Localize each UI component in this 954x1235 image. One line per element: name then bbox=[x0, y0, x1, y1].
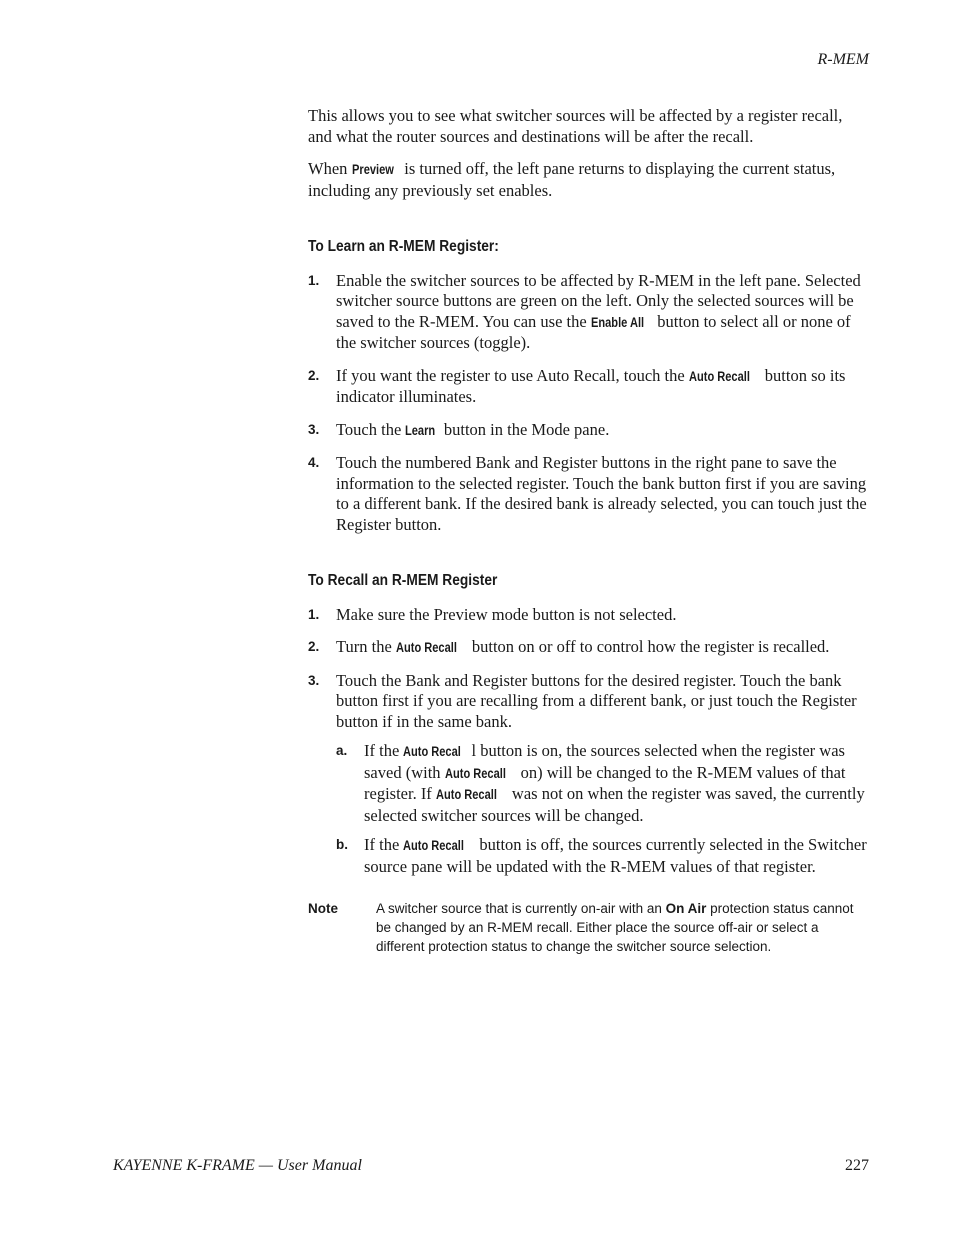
text: button so its indicator illuminates. bbox=[336, 365, 846, 406]
step-number: 2. bbox=[308, 639, 320, 654]
step-number: 3. bbox=[308, 421, 320, 437]
learn-step-3 bbox=[308, 420, 870, 442]
note-block bbox=[308, 899, 870, 956]
recall-substep-a bbox=[308, 741, 870, 826]
recall-heading: To Recall an R-MEM Register bbox=[308, 572, 498, 589]
page-number: 227 bbox=[845, 1157, 869, 1174]
running-header: R-MEM bbox=[817, 51, 869, 68]
step-number: 1. bbox=[308, 272, 320, 288]
text: Touch the Bank and Register buttons for the desired register. Touch the bank button first if you are recalling from a different bank, or just touch the Register button if in the same bank. bbox=[336, 670, 857, 731]
ui-term-preview: Preview bbox=[351, 162, 394, 177]
substep-letter: b. bbox=[336, 837, 348, 852]
text: l button is on, the sources selected when the register was saved (with bbox=[364, 741, 845, 782]
text: If the bbox=[364, 835, 404, 854]
recall-substep-b bbox=[308, 835, 870, 877]
step-number: 3. bbox=[308, 672, 320, 688]
recall-step-1 bbox=[308, 605, 870, 626]
text: If the bbox=[364, 741, 404, 760]
step-number: 4. bbox=[308, 455, 320, 470]
learn-step-4 bbox=[308, 453, 870, 535]
ui-term-auto-recall: Auto Recall bbox=[435, 787, 497, 802]
intro-paragraph-1: This allows you to see what switcher sources will be affected by a register recall, and what the router sources and destinations will be after the recall. bbox=[308, 106, 843, 146]
intro-paragraph-2 bbox=[308, 159, 870, 201]
text: When bbox=[308, 159, 352, 178]
note-text: protection status cannot be changed by an R-MEM recall. Either place the source off-air or select a different protection status to change the switcher source selection. bbox=[376, 901, 854, 954]
learn-step-2 bbox=[308, 366, 870, 408]
text: Turn the bbox=[336, 637, 396, 656]
text: button is off, the sources currently selected in the Switcher source pane will be updated with the R-MEM values of that register. bbox=[364, 835, 867, 876]
ui-term-auto-recall: Auto Recal bbox=[403, 744, 462, 759]
ui-term-auto-recall: Auto Recall bbox=[403, 838, 465, 853]
text: on) will be changed to the R-MEM values of that register. If bbox=[364, 762, 846, 803]
text: Touch the numbered Bank and Register buttons in the right pane to save the information to the selected register. Touch the bank button first if you are saving to a different bank. If the desired bank is already selected, you can touch just the Register button. bbox=[336, 453, 867, 534]
footer-title: KAYENNE K-FRAME — User Manual bbox=[113, 1157, 362, 1174]
step-number: 2. bbox=[308, 367, 320, 383]
text: is turned off, the left pane returns to displaying the current status, including any previously set enables. bbox=[308, 159, 836, 200]
step-number: 1. bbox=[308, 606, 320, 622]
text: button to select all or none of the switcher sources (toggle). bbox=[336, 311, 851, 352]
text: Enable the switcher sources to be affected by R-MEM in the left pane. Selected switcher source buttons are green on the left. Only the selected sources will be saved to the R-MEM. You can use the bbox=[336, 270, 861, 331]
note-text: A switcher source that is currently on-air with an bbox=[376, 901, 666, 916]
ui-term-enable-all: Enable All bbox=[590, 314, 644, 330]
ui-term-auto-recall: Auto Recall bbox=[395, 640, 457, 655]
learn-heading: To Learn an R-MEM Register: bbox=[308, 238, 499, 255]
text: was not on when the register was saved, the currently selected switcher sources will be changed. bbox=[364, 784, 865, 825]
ui-term-auto-recall: Auto Recall bbox=[688, 368, 750, 384]
note-label: Note bbox=[308, 901, 338, 916]
text: Touch the bbox=[336, 419, 406, 439]
text: button in the Mode pane. bbox=[439, 419, 610, 439]
main-content bbox=[308, 106, 870, 956]
ui-term-learn: Learn bbox=[405, 422, 436, 438]
ui-term-auto-recall: Auto Recall bbox=[444, 765, 506, 781]
substep-letter: a. bbox=[336, 743, 348, 758]
recall-step-2 bbox=[308, 637, 870, 659]
text: If you want the register to use Auto Recall, touch the bbox=[336, 365, 689, 385]
text: Make sure the Preview mode button is not selected. bbox=[336, 604, 677, 624]
learn-step-1 bbox=[308, 271, 870, 354]
text: button on or off to control how the register is recalled. bbox=[467, 637, 830, 656]
recall-step-3 bbox=[308, 671, 870, 733]
ui-term-on-air: On Air bbox=[665, 901, 707, 916]
